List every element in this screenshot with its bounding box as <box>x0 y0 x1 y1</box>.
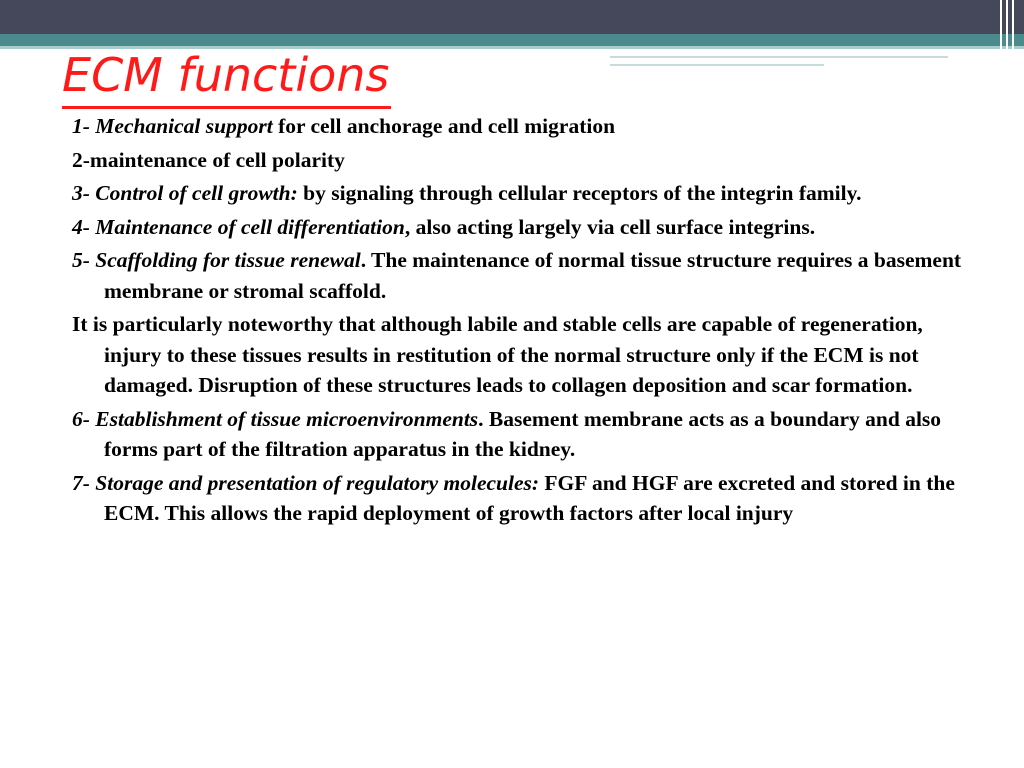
list-item <box>72 178 972 209</box>
item-text: by signaling through cellular receptors of the integrin family. <box>297 181 862 205</box>
decorative-bar <box>1000 0 1002 68</box>
item-text: FGF and HGF are excreted and stored in the ECM. This allows the rapid deployment of growth factors after local injury <box>104 470 955 525</box>
item-emphasis: 4- Maintenance of cell differentiation <box>72 214 405 239</box>
decorative-line <box>610 56 948 58</box>
item-text: , also acting largely via cell surface integrins. <box>404 214 816 239</box>
item-emphasis: 3- Control of cell growth: <box>72 181 298 205</box>
item-text: for cell anchorage and cell migration <box>272 114 616 138</box>
slide-title: ECM functions <box>62 44 391 109</box>
decorative-bar <box>1012 0 1014 68</box>
list-item <box>72 212 972 243</box>
item-text: It is particularly noteworthy that although labile and stable cells are capable of regeneration, injury to these tissues results in restitution of the normal structure only if the ECM is not damaged. Disruption of these structures leads to collagen deposition and scar formation. <box>72 312 923 397</box>
slide-body <box>72 111 972 532</box>
list-item <box>72 468 972 529</box>
list-item <box>72 145 972 176</box>
list-item <box>72 111 972 142</box>
item-emphasis: 7- Storage and presentation of regulatory molecules: <box>72 470 540 495</box>
item-emphasis: 5- Scaffolding for tissue renewal <box>72 248 361 272</box>
item-text: 2-maintenance of cell polarity <box>72 147 345 172</box>
decorative-line <box>610 64 824 66</box>
list-item <box>72 245 972 306</box>
item-text: . The maintenance of normal tissue structure requires a basement membrane or stromal scaffold. <box>104 248 962 303</box>
list-item <box>72 309 972 401</box>
item-emphasis: 6- Establishment of tissue microenvironments <box>72 406 479 431</box>
header-band <box>0 0 1024 34</box>
item-emphasis: 1- Mechanical support <box>72 114 273 138</box>
list-item <box>72 404 972 465</box>
item-text: . Basement membrane acts as a boundary and also forms part of the filtration apparatus in the kidney. <box>104 406 942 461</box>
decorative-bar <box>1006 0 1008 68</box>
